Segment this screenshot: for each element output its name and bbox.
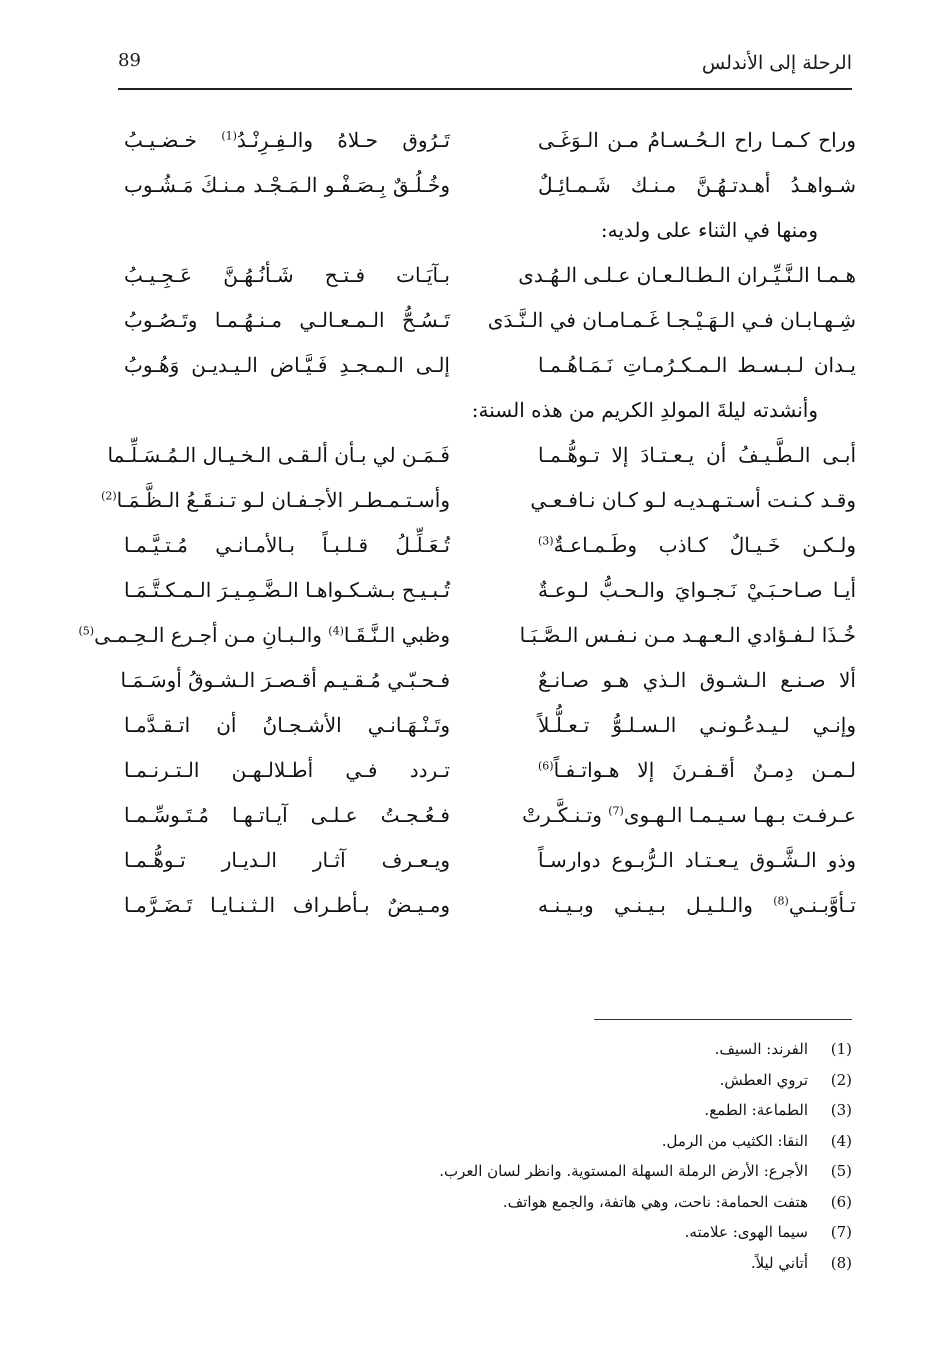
second-hemistich: تَـسُـحُّ الـمـعـالـي مـنـهُـمـا وتَـصُـوبُ — [124, 308, 450, 332]
footnote-text: الفرند: السيف. — [714, 1040, 808, 1058]
footnotes — [292, 1034, 852, 1278]
verse-row — [100, 118, 870, 163]
first-hemistich: شـواهـدُ أهـدتـهُـنَّ مـنـك شَـمـائِـلٌ — [538, 173, 856, 197]
second-hemistich: إلـى الـمـجـدِ فَـيَّـاض الـيـديـن وَهُـوبُ — [124, 353, 450, 377]
footnote-text: الطماعة: الطمع. — [704, 1101, 808, 1119]
first-hemistich: أيـا صـاحـبَـيْ نَـجـوايَ والـحـبُّ لـوعـةٌ — [538, 578, 856, 602]
footnote-marker: (6) — [538, 759, 554, 773]
second-hemistich: وتَـنْـهَـانـي الأشـجـانُ أن اتـقـدَّمـا — [124, 713, 450, 737]
footnote — [292, 1126, 852, 1157]
footnote-number: (3) — [830, 1101, 852, 1119]
verse-row — [100, 703, 870, 748]
footnote — [292, 1065, 852, 1096]
footnote-marker: (5) — [78, 624, 95, 638]
footnote — [292, 1095, 852, 1126]
prose-line: وأنشدته ليلةَ المولدِ الكريم من هذه السنة: — [471, 398, 818, 422]
second-hemistich: فَـمَـن لي بـأن ألـقـى الـخـيـال الـمُـسَـلِّـما — [107, 443, 450, 467]
first-hemistich: عـرفـت بـهـا سـيـمـا الـهـوى$^{(7)}$ وتـنـكَّـرتْ — [522, 803, 856, 827]
verse-row — [100, 298, 870, 343]
first-hemistich: أبـى الـطَّـيـفُ أن يـعـتـادَ إلا تـوهُّـمـا — [538, 443, 856, 467]
footnote — [292, 1034, 852, 1065]
footnote-marker: (1) — [221, 129, 237, 143]
footnote — [292, 1248, 852, 1279]
footnote-number: (1) — [830, 1040, 852, 1058]
verse-row — [100, 253, 870, 298]
poem — [78, 118, 870, 928]
footnote-text: الأجرع: الأرض الرملة السهلة المستوية. وانظر لسان العرب. — [439, 1162, 808, 1180]
footnote-marker: (2) — [101, 489, 117, 503]
second-hemistich: فـحـبّـي مُـقـيـم أقـصـرَ الـشـوقُ أوسَـمَـا — [120, 668, 450, 692]
verse-row — [100, 748, 870, 793]
verse-row — [100, 523, 870, 568]
first-hemistich: هـمـا الـنَّـيِّـران الـطـالـعـان عـلـى الـهُـدى — [518, 263, 856, 287]
footnote-rule — [594, 1019, 852, 1020]
second-hemistich: وأسـتـمـطـر الأجـفـان لـو تـنـقَـعُ الـظَّـمَـا$^{(2)}$ — [101, 488, 450, 512]
verse-row — [100, 478, 870, 523]
second-hemistich: تُـبـيـح بـشـكـواهـا الـضَّـمِـيـرَ الـمـكـتَّـمَـا — [124, 578, 450, 602]
first-hemistich: ألا صـنـع الـشـوق الـذي هـو صـانـعٌ — [538, 668, 856, 692]
first-hemistich: وإنـي لـيـدعُـونـي الـسـلـوُّ تـعـلُّـلاً — [538, 713, 856, 737]
footnote-marker: (7) — [608, 804, 624, 818]
second-hemistich: ويـعـرف آثـار الـديـار تـوهُّـمـا — [124, 848, 450, 872]
second-hemistich: تـردد فـي أطـلالـهـن الـتـرنـمـا — [124, 758, 450, 782]
verse-row — [100, 838, 870, 883]
running-header: الرحلة إلى الأندلس — [701, 52, 852, 74]
first-hemistich: خُـذَا لـفـؤادي الـعـهـد مـن نـفـس الـصَّـبَـا — [519, 623, 856, 647]
verse-row — [100, 163, 870, 208]
header-rule — [118, 88, 852, 90]
verse-row — [100, 883, 870, 928]
footnote-marker: (3) — [538, 534, 554, 548]
first-hemistich: ولـكـن خَـيـالٌ كـاذب وطَـمـاعـةٌ$^{(3)}$ — [538, 533, 856, 557]
first-hemistich: لـمـن دِمـنٌ أقـفـرنَ إلا هـواتـفـاً$^{(6)}$ — [538, 758, 856, 782]
verse-row — [78, 613, 870, 658]
footnote-text: النقا: الكثيب من الرمل. — [661, 1131, 808, 1150]
footnote-text: سيما الهوى: علامته. — [684, 1223, 808, 1241]
footnote-text: هتفت الحمامة: ناحت، وهي هاتفة، والجمع هواتف. — [502, 1192, 808, 1211]
footnote-number: (8) — [830, 1253, 852, 1272]
first-hemistich: وذو الـشَّـوق يـعـتـاد الـرُّبـوع دوارسـاً — [538, 848, 856, 872]
second-hemistich: فـعُـجـتُ عـلـى آيـاتـهـا مُـتَـوسِّـمـا — [124, 803, 450, 827]
second-hemistich: بـآيَـات فـتـح شَـأنُـهُـنَّ عَـجِـيـبُ — [124, 263, 450, 287]
second-hemistich: تُـعَـلِّـلُ قـلـبـاً بـالأمـانـي مُـتـيَّـمـا — [124, 533, 450, 557]
footnote — [292, 1217, 852, 1248]
footnote-number: (2) — [830, 1070, 852, 1089]
footnote — [292, 1187, 852, 1218]
verse-row — [100, 658, 870, 703]
footnote-number: (6) — [830, 1192, 852, 1211]
footnote-number: (5) — [830, 1162, 852, 1180]
footnote-marker: (8) — [773, 894, 789, 908]
second-hemistich: وظبي الـنَّـقَـا$^{(4)}$ والـبـانِ مـن أجـرع الـحِـمـى$^{(5)}$ — [78, 623, 450, 647]
page-number: 89 — [118, 50, 141, 71]
first-hemistich: تـأوَّبـنـي$^{(8)}$ والـلـيـل بـيـنـي وبـيـنـه — [538, 893, 856, 917]
footnote-number: (7) — [830, 1223, 852, 1241]
first-hemistich: شِـهـابـان فـي الـهَـيْـجـا غَـمـامـان في الـنَّـدَى — [487, 308, 856, 332]
second-hemistich: ومـيـضٌ بـأطـراف الـثـنـايـا تَـضَـرَّمـا — [124, 893, 450, 917]
footnote-marker: (4) — [328, 624, 344, 638]
prose-line: ومنها في الثناء على ولديه: — [600, 218, 818, 242]
first-hemistich: وقـد كـنـت أسـتـهـديـه لـو كـان نـافـعـي — [530, 488, 856, 512]
second-hemistich: وخُـلُـقٌ بِـصَـفْـو الـمَـجْـد مـنـكَ مَـشُـوب — [124, 173, 450, 197]
verse-row — [100, 343, 870, 388]
footnote-text: تروي العطش. — [719, 1070, 808, 1089]
first-hemistich: وراح كـمـا راح الـحُـسـامُ مـن الـوَغَـى — [538, 128, 856, 152]
second-hemistich: تَـرُوق حـلاهُ والـفِـرِنْـدُ$^{(1)}$ خـضـيـبُ — [124, 128, 450, 152]
verse-row — [100, 433, 870, 478]
footnote-number: (4) — [830, 1131, 852, 1150]
footnote — [292, 1156, 852, 1187]
verse-row — [100, 568, 870, 613]
verse-row — [100, 793, 870, 838]
footnote-text: أتاني ليلاً. — [750, 1253, 808, 1272]
first-hemistich: يـدان لـبـسـط الـمـكـرُمـاتِ نَـمَـاهُـمـا — [538, 353, 856, 377]
